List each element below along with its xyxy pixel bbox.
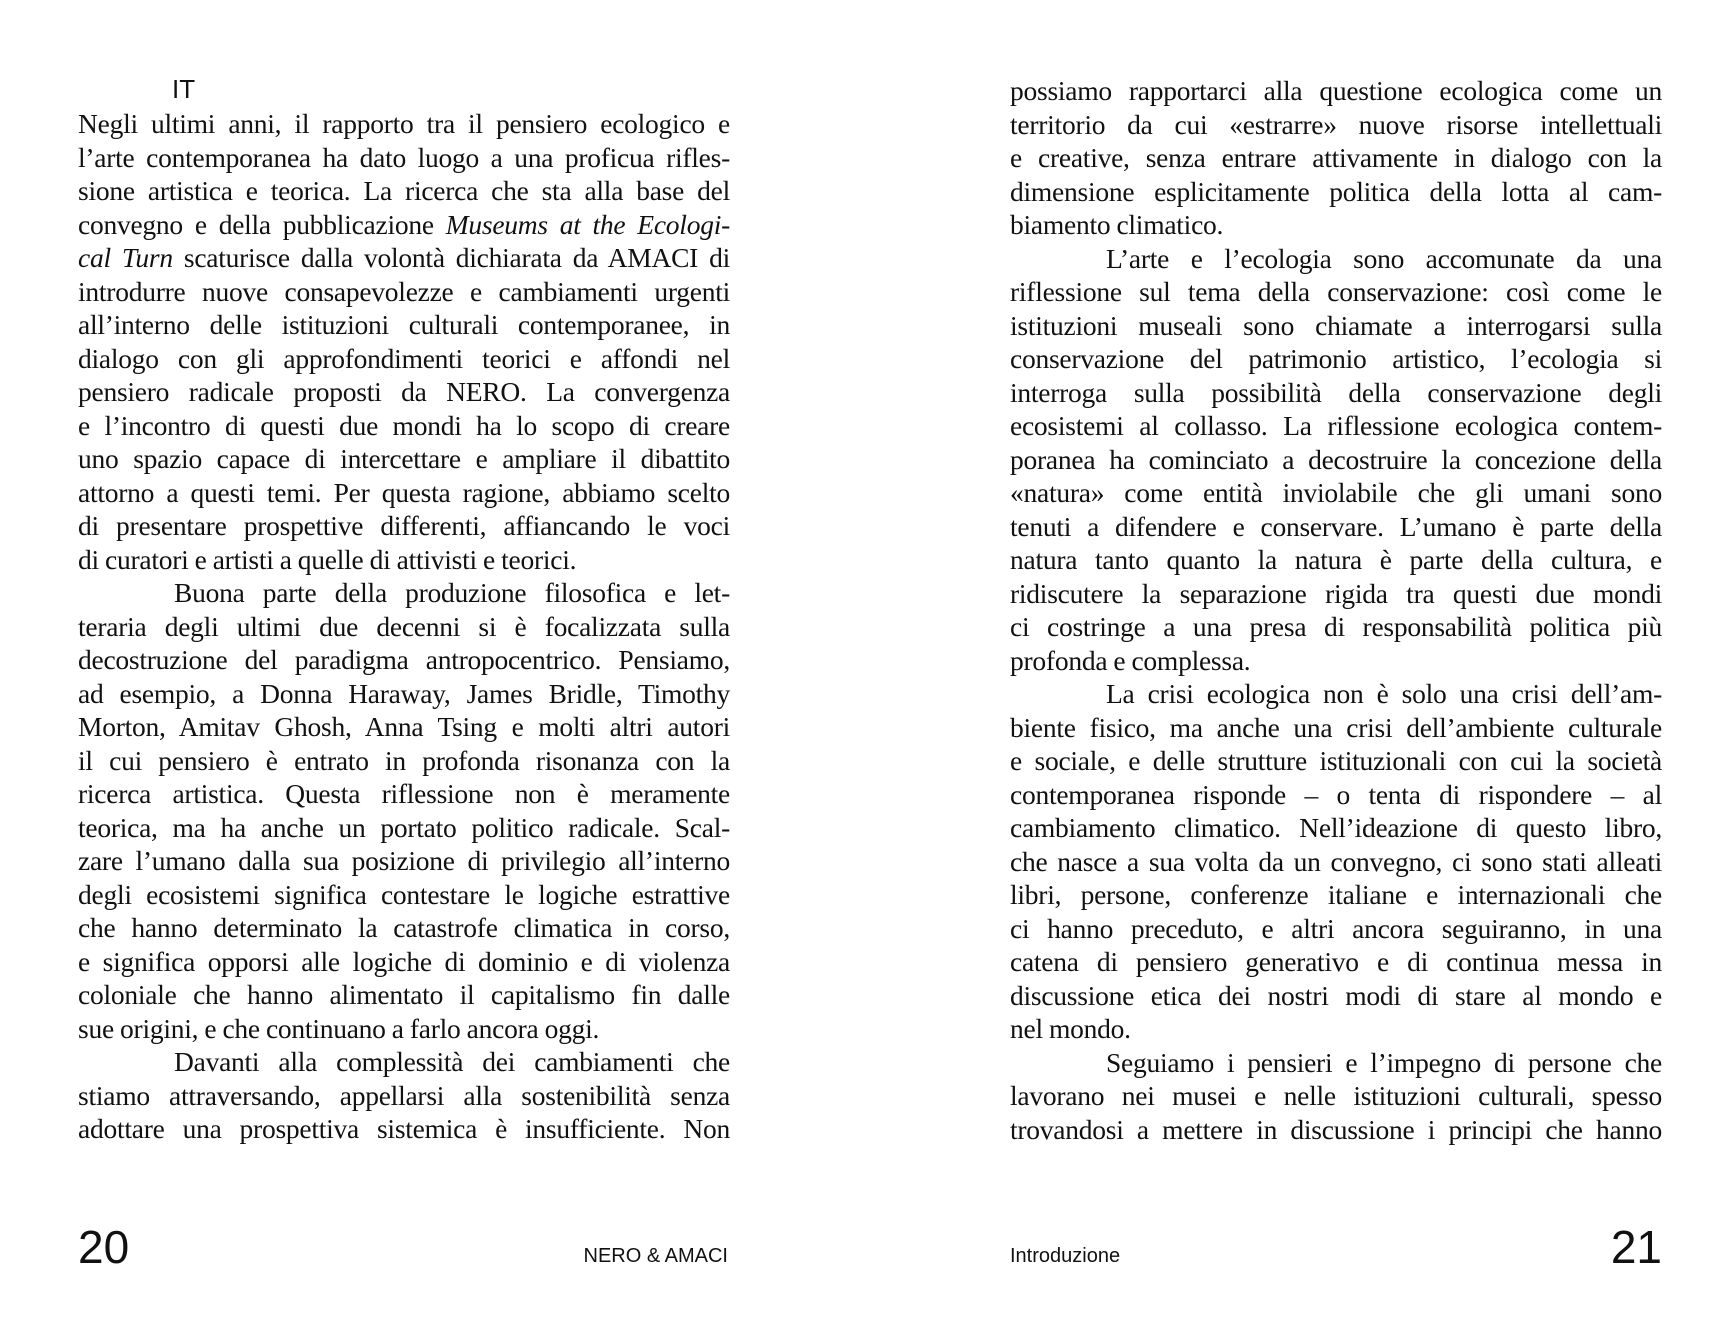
text-line: nel mondo. [1010, 1013, 1131, 1044]
text-line: territorio da cui «estrarre» nuove risorse intellettuali [1010, 108, 1662, 140]
page-number: 20 [78, 1221, 130, 1273]
text-line: libri, persone, conferenze italiane e internazionali che [1010, 879, 1662, 910]
text-line: di curatori e artisti a quelle di attivisti e teorici. [78, 543, 577, 575]
text-line: L’arte e l’ecologia sono accomunate da una [1106, 242, 1662, 274]
text-line: interroga sulla possibilità della conservazione degli [1010, 376, 1662, 408]
text-line: e creative, senza entrare attivamente in dialogo con la [1010, 142, 1662, 173]
text-line: ecosistemi al collasso. La riflessione ecologica contem- [1010, 410, 1662, 441]
text-line: profonda e complessa. [1010, 644, 1251, 676]
text-line: che hanno determinato la catastrofe climatica in corso, [78, 912, 730, 943]
running-head: Introduzione [1010, 1245, 1121, 1267]
text-line: teraria degli ultimi due decenni si è focalizzata sulla [78, 610, 730, 642]
running-head: NERO & AMACI [583, 1245, 728, 1267]
text-line: ci costringe a una presa di responsabilità politica più [1010, 611, 1662, 642]
text-line: all’interno delle istituzioni culturali contemporanee, in [78, 309, 730, 340]
text-line: teorica, ma ha anche un portato politico radicale. Scal- [78, 811, 730, 843]
text-line: ad esempio, a Donna Haraway, James Bridle, Timothy [78, 677, 730, 709]
text-line: discussione etica dei nostri modi di stare al mondo e [1010, 979, 1662, 1011]
text-run: scaturisce dalla volontà dichiarata da AMACI di [172, 242, 731, 273]
text-line: uno spazio capace di intercettare e ampliare il dibattito [78, 443, 730, 474]
text-line: ci hanno preceduto, e altri ancora seguiranno, in una [1010, 912, 1662, 944]
text-line: degli ecosistemi significa contestare le logiche estrattive [78, 878, 730, 910]
text-line: coloniale che hanno alimentato il capitalismo fin dalle [78, 979, 730, 1010]
text-line: conservazione del patrimonio artistico, l’ecologia si [1010, 343, 1662, 374]
text-line: Seguiamo i pensieri e l’impegno di persone che [1106, 1046, 1662, 1078]
text-line: natura tanto quanto la natura è parte della cultura, e [1010, 544, 1662, 575]
book-title-italic: cal Turn [78, 242, 173, 273]
text-line: Davanti alla complessità dei cambiamenti che [174, 1046, 730, 1077]
language-label: IT [172, 74, 196, 104]
text-line: poranea ha cominciato a decostruire la concezione della [1010, 443, 1662, 475]
text-line: decostruzione del paradigma antropocentrico. Pensiamo, [78, 644, 730, 675]
text-line: La crisi ecologica non è solo una crisi dell’am- [1106, 678, 1662, 709]
book-title-italic: Museums at the Ecologi- [445, 208, 730, 240]
text-line: biente fisico, ma anche una crisi dell’ambiente culturale [1010, 711, 1662, 743]
text-line [78, 208, 730, 242]
text-line: contemporanea risponde – o tenta di rispondere – al [1010, 778, 1662, 810]
text-line: possiamo rapportarci alla questione ecologica come un [1010, 75, 1662, 106]
text-line: di presentare prospettive differenti, affiancando le voci [78, 510, 730, 541]
text-line: che nasce a sua volta da un convegno, ci sono stati alleati [1010, 845, 1662, 877]
text-line: sione artistica e teorica. La ricerca che sta alla base del [78, 175, 730, 206]
text-line: ridiscutere la separazione rigida tra questi due mondi [1010, 577, 1662, 609]
text-line: e sociale, e delle strutture istituzionali con cui la società [1010, 745, 1662, 776]
text-line: catena di pensiero generativo e di continua messa in [1010, 946, 1662, 977]
text-line: dialogo con gli approfondimenti teorici e affondi nel [78, 342, 730, 374]
right-body-text [1010, 74, 1662, 1146]
text-line: l’arte contemporanea ha dato luogo a una proficua rifles- [78, 141, 730, 173]
text-line: adottare una prospettiva sistemica è insufficiente. Non [78, 1113, 730, 1144]
text-line: sue origini, e che continuano a farlo ancora oggi. [78, 1012, 600, 1044]
text-line: introdurre nuove consapevolezze e cambiamenti urgenti [78, 275, 730, 307]
text-line: lavorano nei musei e nelle istituzioni culturali, spesso [1010, 1080, 1662, 1111]
page-number: 21 [1610, 1221, 1662, 1273]
text-line: e significa opporsi alle logiche di dominio e di violenza [78, 945, 730, 977]
right-page [866, 0, 1732, 1338]
text-line: tenuti a difendere e conservare. L’umano è parte della [1010, 510, 1662, 542]
text-line: attorno a questi temi. Per questa ragione, abbiamo scelto [78, 476, 730, 508]
text-line: ricerca artistica. Questa riflessione non è meramente [78, 778, 730, 809]
text-line: pensiero radicale proposti da NERO. La convergenza [78, 376, 730, 407]
text-line: riflessione sul tema della conservazione: così come le [1010, 276, 1662, 307]
text-line: il cui pensiero è entrato in profonda risonanza con la [78, 744, 730, 776]
text-line: istituzioni museali sono chiamate a interrogarsi sulla [1010, 309, 1662, 341]
text-line: dimensione esplicitamente politica della lotta al cam- [1010, 175, 1662, 207]
text-line: biamento climatico. [1010, 209, 1224, 240]
text-line: zare l’umano dalla sua posizione di privilegio all’interno [78, 845, 730, 876]
text-line: e l’incontro di questi due mondi ha lo scopo di creare [78, 409, 730, 441]
text-line: stiamo attraversando, appellarsi alla sostenibilità senza [78, 1079, 730, 1111]
text-line: Morton, Amitav Ghosh, Anna Tsing e molti altri autori [78, 711, 730, 742]
text-line: Negli ultimi anni, il rapporto tra il pensiero ecologico e [78, 108, 730, 139]
text-line: «natura» come entità inviolabile che gli umani sono [1010, 477, 1662, 508]
text-line: Buona parte della produzione filosofica e let- [174, 577, 730, 608]
text-line: cambiamento climatico. Nell’ideazione di questo libro, [1010, 812, 1662, 843]
text-run: convegno e della pubblicazione [78, 208, 446, 240]
left-body-text [78, 107, 730, 1146]
text-line: trovandosi a mettere in discussione i principi che hanno [1010, 1113, 1662, 1145]
text-line [78, 241, 730, 275]
